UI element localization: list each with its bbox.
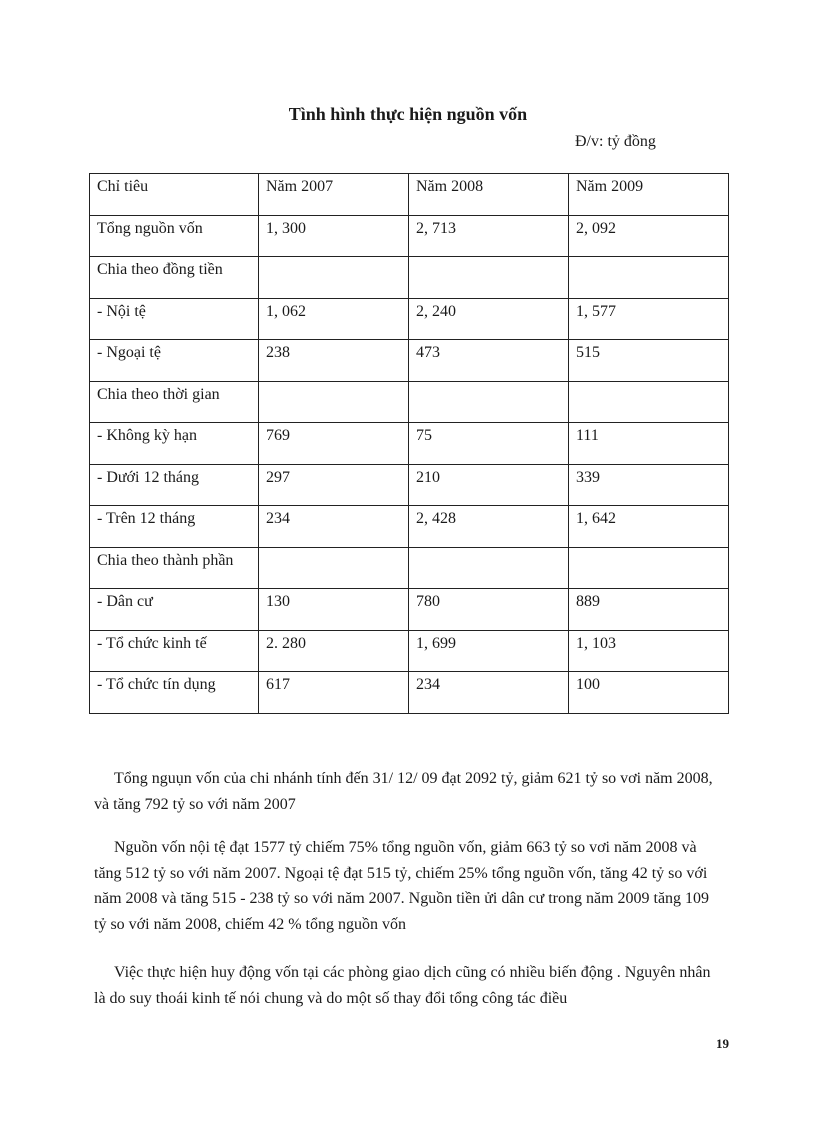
table-row bbox=[90, 257, 729, 299]
row-label-cell: Tổng nguồn vốn bbox=[90, 215, 259, 257]
table-row bbox=[90, 547, 729, 589]
value-cell bbox=[569, 257, 729, 299]
table-row bbox=[90, 630, 729, 672]
paragraph: Việc thực hiện huy động vốn tại các phòng giao dịch cũng có nhiều biến động . Nguyên nhân là do suy thoái kinh tế nói chung và do một số thay đổi tổng công tác điều bbox=[94, 964, 711, 1007]
value-cell: 2, 428 bbox=[409, 506, 569, 548]
table-row bbox=[90, 298, 729, 340]
value-cell: 769 bbox=[259, 423, 409, 465]
header-cell: Chỉ tiêu bbox=[90, 174, 259, 216]
value-cell: 75 bbox=[409, 423, 569, 465]
row-label-cell: Chia theo thời gian bbox=[90, 381, 259, 423]
value-cell: 1, 103 bbox=[569, 630, 729, 672]
table-row bbox=[90, 464, 729, 506]
capital-table bbox=[89, 173, 729, 714]
table-header-row bbox=[90, 174, 729, 216]
header-cell: Năm 2008 bbox=[409, 174, 569, 216]
table-row bbox=[90, 215, 729, 257]
table-body bbox=[90, 174, 729, 714]
value-cell: 111 bbox=[569, 423, 729, 465]
unit-label: Đ/v: tỷ đồng bbox=[575, 133, 656, 150]
header-cell: Năm 2009 bbox=[569, 174, 729, 216]
row-label-cell: - Tổ chức tín dụng bbox=[90, 672, 259, 714]
value-cell bbox=[569, 381, 729, 423]
value-cell: 2. 280 bbox=[259, 630, 409, 672]
value-cell: 780 bbox=[409, 589, 569, 631]
row-label-cell: - Không kỳ hạn bbox=[90, 423, 259, 465]
document-title: Tình hình thực hiện nguồn vốn bbox=[288, 104, 528, 124]
value-cell: 339 bbox=[569, 464, 729, 506]
row-label-cell: Chia theo thành phần bbox=[90, 547, 259, 589]
value-cell: 889 bbox=[569, 589, 729, 631]
row-label-cell: - Trên 12 tháng bbox=[90, 506, 259, 548]
table-row bbox=[90, 423, 729, 465]
table-row bbox=[90, 506, 729, 548]
row-label-cell: Chia theo đồng tiền bbox=[90, 257, 259, 299]
value-cell bbox=[409, 381, 569, 423]
value-cell: 100 bbox=[569, 672, 729, 714]
value-cell bbox=[409, 257, 569, 299]
value-cell: 297 bbox=[259, 464, 409, 506]
value-cell bbox=[259, 547, 409, 589]
value-cell: 2, 092 bbox=[569, 215, 729, 257]
value-cell: 1, 300 bbox=[259, 215, 409, 257]
value-cell: 1, 577 bbox=[569, 298, 729, 340]
row-label-cell: - Dưới 12 tháng bbox=[90, 464, 259, 506]
paragraph: Nguồn vốn nội tệ đạt 1577 tỷ chiếm 75% tổng nguồn vốn, giảm 663 tỷ so vơi năm 2008 và tăng 512 tỷ so với năm 2007. Ngoại tệ đạt 515 tỷ, chiếm 25% tổng nguồn vốn, tăng 42 tỷ so với năm 2008 và tăng 515 - 238 tỷ so với năm 2007. Nguồn tiền ửi dân cư trong năm 2009 tăng 109 tỷ so với năm 2008, chiếm 42 % tổng nguồn vốn bbox=[94, 839, 710, 933]
value-cell: 2, 713 bbox=[409, 215, 569, 257]
value-cell: 238 bbox=[259, 340, 409, 382]
value-cell: 234 bbox=[409, 672, 569, 714]
value-cell: 617 bbox=[259, 672, 409, 714]
table-row bbox=[90, 381, 729, 423]
page-number: 19 bbox=[716, 1036, 729, 1051]
header-cell: Năm 2007 bbox=[259, 174, 409, 216]
value-cell: 1, 062 bbox=[259, 298, 409, 340]
value-cell bbox=[259, 381, 409, 423]
row-label-cell: - Dân cư bbox=[90, 589, 259, 631]
value-cell: 2, 240 bbox=[409, 298, 569, 340]
row-label-cell: - Ngoại tệ bbox=[90, 340, 259, 382]
value-cell: 234 bbox=[259, 506, 409, 548]
row-label-cell: - Nội tệ bbox=[90, 298, 259, 340]
value-cell bbox=[409, 547, 569, 589]
table-row bbox=[90, 672, 729, 714]
table-row bbox=[90, 589, 729, 631]
value-cell: 210 bbox=[409, 464, 569, 506]
value-cell bbox=[569, 547, 729, 589]
row-label-cell: - Tổ chức kinh tế bbox=[90, 630, 259, 672]
value-cell: 1, 699 bbox=[409, 630, 569, 672]
table-row bbox=[90, 340, 729, 382]
value-cell: 515 bbox=[569, 340, 729, 382]
value-cell: 473 bbox=[409, 340, 569, 382]
value-cell bbox=[259, 257, 409, 299]
value-cell: 130 bbox=[259, 589, 409, 631]
value-cell: 1, 642 bbox=[569, 506, 729, 548]
paragraph: Tổng nguụn vốn của chi nhánh tính đến 31/ 12/ 09 đạt 2092 tỷ, giảm 621 tỷ so vơi năm 2008, và tăng 792 tỷ so với năm 2007 bbox=[94, 770, 713, 813]
